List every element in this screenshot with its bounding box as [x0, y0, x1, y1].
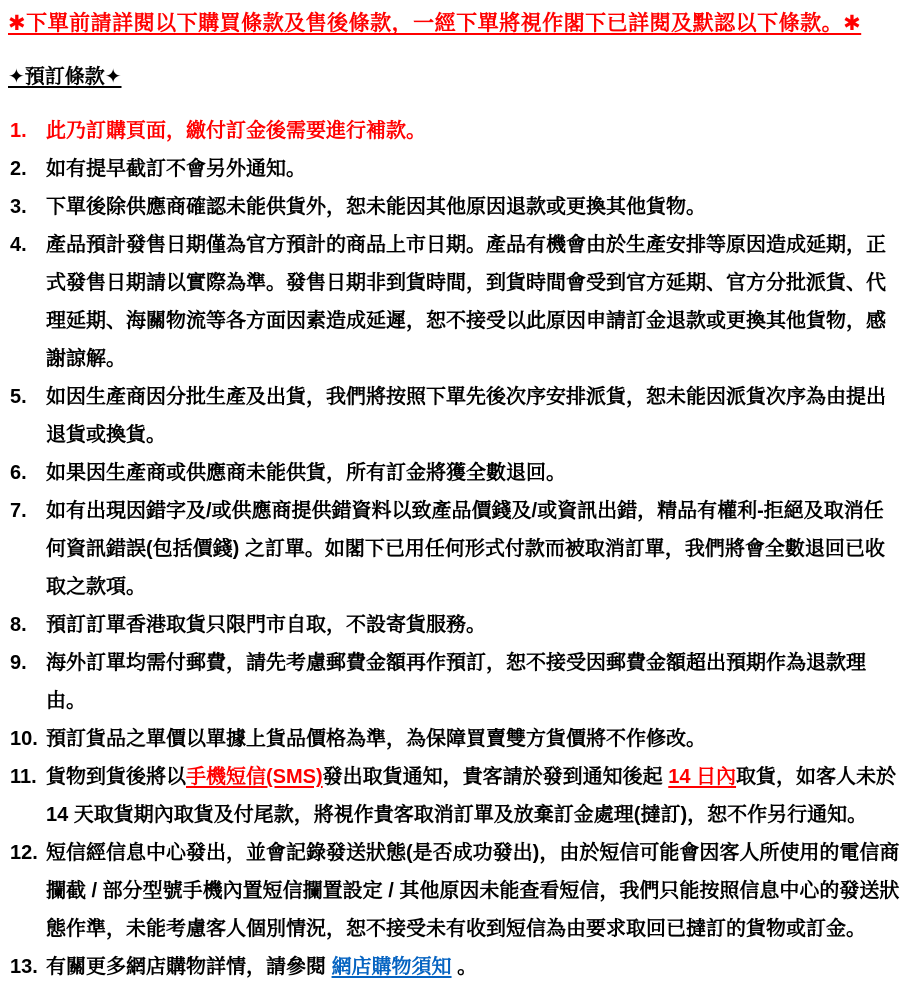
term-number: 11.: [10, 766, 37, 788]
term-text: 此乃訂購頁面，繳付訂金後需要進行補款。: [46, 120, 426, 142]
term-text: 預訂貨品之單價以單據上貨品價格為準，為保障買賣雙方貨價將不作修改。: [46, 728, 706, 750]
term-item: [8, 758, 903, 834]
term-text: 產品預計發售日期僅為官方預計的商品上市日期。產品有機會由於生產安排等原因造成延期，正式發售日期請以實際為準。發售日期非到貨時間，到貨時間會受到官方延期、官方分批派貨、代理延期、海關物流等各方面因素造成延遲，恕不接受以此原因申請訂金退款或更換其他貨物，感謝諒解。: [46, 234, 886, 370]
term-item: [8, 378, 903, 454]
term-number: 5.: [10, 386, 27, 408]
term-item: [8, 112, 903, 150]
term-number: 12.: [10, 842, 38, 864]
term-number: 8.: [10, 614, 27, 636]
pickup-deadline-highlight: 14 日內: [668, 766, 737, 788]
term-text: 短信經信息中心發出，並會記錄發送狀態(是否成功發出)，由於短信可能會因客人所使用的電信商攔截 / 部分型號手機內置短信攔置設定 / 其他原因未能查看短信，我們只能按照信息中心的發送狀態作準，未能考慮客人個別情況，恕不接受未有收到短信為由要求取回已撻訂的貨物或訂金。: [46, 842, 900, 940]
term-text: 海外訂單均需付郵費，請先考慮郵費金額再作預訂，恕不接受因郵費金額超出預期作為退款理由。: [46, 652, 866, 712]
term-text-segment: 取貨，如客人未於 14 天取貨期內取貨及付尾款，將視作貴客取消訂單及放棄訂金處理(撻訂)，恕不作另行通知。: [46, 766, 897, 826]
term-item: [8, 454, 903, 492]
sms-highlight: 手機短信(SMS): [186, 766, 323, 788]
shop-guide-link[interactable]: 網店購物須知: [331, 956, 452, 978]
term-item: [8, 188, 903, 226]
term-text-segment: 有關更多網店購物詳情，請參閱: [46, 956, 332, 978]
term-item: [8, 226, 903, 378]
term-text-segment: 發出取貨通知，貴客請於發到通知後起: [322, 766, 669, 788]
term-text-segment: 。: [451, 956, 478, 978]
term-number: 3.: [10, 196, 27, 218]
term-text: 如有提早截訂不會另外通知。: [46, 158, 306, 180]
term-text-segment: 貨物到貨後將以: [46, 766, 186, 788]
term-text: 如有出現因錯字及/或供應商提供錯資料以致產品價錢及/或資訊出錯，精品有權利-拒絕及取消任何資訊錯誤(包括價錢) 之訂單。如閣下已用任何形式付款而被取消訂單，我們將會全數退回已收取之款項。: [46, 500, 885, 598]
term-number: 1.: [10, 120, 27, 142]
term-text: [46, 766, 896, 826]
term-item: [8, 720, 903, 758]
term-number: 10.: [10, 728, 38, 750]
term-item: [8, 834, 903, 948]
term-text: 下單後除供應商確認未能供貨外，恕未能因其他原因退款或更換其他貨物。: [46, 196, 706, 218]
term-number: 2.: [10, 158, 27, 180]
purchase-terms-warning: ✱下單前請詳閱以下購買條款及售後條款，一經下單將視作閣下已詳閱及默認以下條款。✱: [8, 12, 862, 35]
term-number: 7.: [10, 500, 27, 522]
section-title-preorder-terms: ✦預訂條款✦: [8, 66, 122, 88]
term-number: 13.: [10, 956, 38, 978]
term-text: 如果因生產商或供應商未能供貨，所有訂金將獲全數退回。: [46, 462, 566, 484]
term-text: [46, 956, 477, 978]
term-item: [8, 606, 903, 644]
term-text: 預訂訂單香港取貨只限門市自取，不設寄貨服務。: [46, 614, 486, 636]
term-number: 4.: [10, 234, 27, 256]
term-item: [8, 948, 903, 986]
term-item: [8, 492, 903, 606]
term-text: 如因生產商因分批生產及出貨，我們將按照下單先後次序安排派貨，恕未能因派貨次序為由提出退貨或換貨。: [46, 386, 886, 446]
terms-list: [8, 112, 903, 986]
term-item: [8, 644, 903, 720]
term-item: [8, 150, 903, 188]
term-number: 6.: [10, 462, 27, 484]
term-number: 9.: [10, 652, 27, 674]
